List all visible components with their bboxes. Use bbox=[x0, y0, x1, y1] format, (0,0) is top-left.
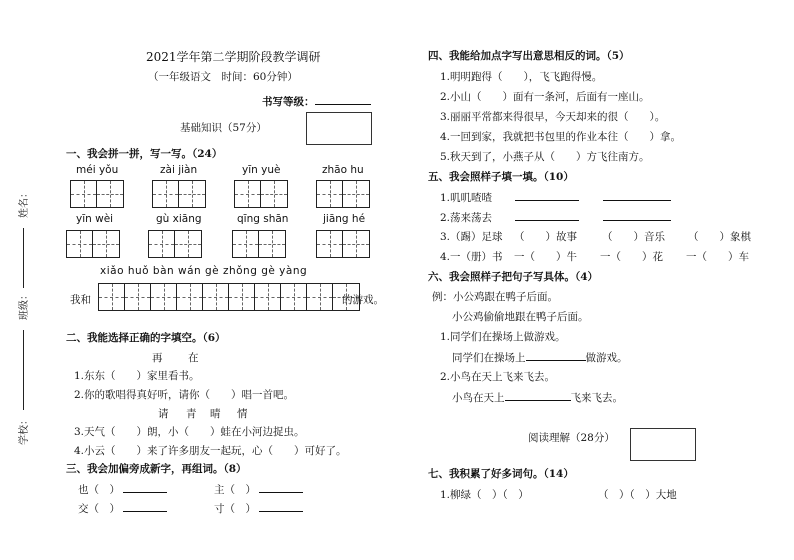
q3-blank[interactable] bbox=[259, 500, 303, 512]
pinyin-guxiang: gù xiāng bbox=[156, 213, 202, 225]
side-label-name: 姓名： bbox=[19, 188, 30, 218]
pinyin-qingshan: qīng shān bbox=[237, 213, 289, 225]
q2-title: 二、我能选择正确的字填空。（6） bbox=[66, 332, 226, 344]
side-label-school: 学校： bbox=[19, 415, 30, 445]
q5-row4-d: 一（ ）车 bbox=[686, 251, 749, 263]
q5-item-1: 1.叽叽喳喳 bbox=[440, 189, 671, 205]
q6-sentence-1b: 同学们在操场上 做游戏。 bbox=[452, 349, 628, 365]
exam-subtitle: （一年级语文 时间：60分钟） bbox=[148, 71, 298, 83]
q3-blank[interactable] bbox=[123, 481, 167, 493]
q6-sentence-1: 1.同学们在操场上做游戏。 bbox=[440, 331, 566, 343]
q2-sentence-1: 1.东东（ ）家里看书。 bbox=[74, 370, 200, 382]
q4-item-3: 3.丽丽平常都来得很早，今天却来的很（ ）。 bbox=[440, 111, 666, 123]
q6-example-b: 小公鸡偷偷地跟在鸭子后面。 bbox=[452, 311, 589, 323]
part2-title: 阅读理解（28分） bbox=[528, 432, 615, 444]
writing-grid[interactable] bbox=[152, 180, 206, 208]
q7-sentence-1b: （ ）（ ）大地 bbox=[598, 489, 677, 501]
pinyin-yinwei: yīn wèi bbox=[76, 213, 114, 225]
choice-qing3: 晴 bbox=[210, 408, 221, 420]
q4-item-4: 4.一回到家，我就把书包里的作业本往（ ）拿。 bbox=[440, 131, 682, 143]
q3-item-4: 寸（ ） bbox=[214, 500, 303, 516]
q5-row4-a: 4.一（册）书 bbox=[440, 251, 503, 263]
q4-item-1: 1.明明跑得（ ），飞飞跑得慢。 bbox=[440, 71, 603, 83]
side-line-name bbox=[23, 228, 24, 288]
pinyin-zaijian: zài jiàn bbox=[160, 164, 198, 176]
q4-title: 四、我能给加点字写出意思相反的词。（5） bbox=[428, 50, 630, 62]
writing-grid[interactable] bbox=[70, 180, 124, 208]
q5-row3-c: （ ）音乐 bbox=[602, 231, 665, 243]
q5-blank[interactable] bbox=[603, 209, 671, 221]
q3-item-1: 也（ ） bbox=[78, 481, 167, 497]
writing-grid[interactable] bbox=[234, 180, 288, 208]
q7-sentence-1: 1.柳绿（ ）（ ） bbox=[440, 489, 529, 501]
writing-grid[interactable] bbox=[316, 230, 370, 258]
q3-item-3: 交（ ） bbox=[78, 500, 167, 516]
q5-blank[interactable] bbox=[515, 189, 579, 201]
writing-grid[interactable] bbox=[66, 230, 120, 258]
pinyin-jianghe: jiāng hé bbox=[323, 213, 366, 225]
exam-title: 2021学年第二学期阶段教学调研 bbox=[146, 50, 321, 64]
grade-label: 书写等级： bbox=[262, 93, 371, 109]
pinyin-meiyou: méi yǒu bbox=[76, 164, 119, 176]
part1-title: 基础知识（57分） bbox=[180, 122, 267, 134]
q3-item-2: 主（ ） bbox=[214, 481, 303, 497]
writing-grid[interactable] bbox=[148, 230, 202, 258]
q5-blank[interactable] bbox=[603, 189, 671, 201]
pinyin-zhaohu: zhāo hu bbox=[322, 164, 364, 176]
choice-qing2: 青 bbox=[186, 408, 197, 420]
pinyin-row3: xiǎo huǒ bàn wán gè zhǒng gè yàng bbox=[100, 265, 308, 277]
q6-sentence-2: 2.小鸟在天上飞来飞去。 bbox=[440, 371, 556, 383]
q5-row4-c: 一（ ）花 bbox=[600, 251, 663, 263]
pinyin-yinyue: yīn yuè bbox=[242, 164, 281, 176]
choice-qing4: 情 bbox=[237, 408, 248, 420]
choice-qing1: 请 bbox=[158, 408, 169, 420]
q6-blank[interactable] bbox=[526, 349, 586, 361]
row3-before: 我和 bbox=[70, 294, 91, 306]
side-label-class: 班级： bbox=[19, 290, 30, 320]
q1-title: 一、我会拼一拼，写一写。（24） bbox=[66, 148, 223, 160]
q2-sentence-3: 3.天气（ ）朗，小（ ）蛙在小河边捉虫。 bbox=[74, 426, 305, 438]
q3-blank[interactable] bbox=[123, 500, 167, 512]
q5-blank[interactable] bbox=[515, 209, 579, 221]
writing-grid[interactable] bbox=[232, 230, 286, 258]
q6-sentence-2b: 小鸟在天上 飞来飞去。 bbox=[452, 389, 623, 405]
q3-title: 三、我会加偏旁成新字，再组词。（8） bbox=[66, 463, 247, 475]
q5-title: 五、我会照样子填一填。（10） bbox=[428, 171, 574, 183]
q5-item-2: 2.荡来荡去 bbox=[440, 209, 671, 225]
choice-zai1: 再 bbox=[152, 352, 163, 364]
q4-item-2: 2.小山（ ）面有一条河，后面有一座山。 bbox=[440, 91, 650, 103]
writing-grid[interactable] bbox=[316, 180, 370, 208]
q4-item-5: 5.秋天到了，小燕子从（ ）方飞往南方。 bbox=[440, 151, 650, 163]
q5-row3-b: （ ）故事 bbox=[514, 231, 577, 243]
choice-zai2: 在 bbox=[188, 352, 199, 364]
q5-row4-b: 一（ ）牛 bbox=[514, 251, 577, 263]
q7-title: 七、我积累了好多词句。（14） bbox=[428, 468, 574, 480]
score-box-part2[interactable] bbox=[630, 428, 696, 461]
q6-title: 六、我会照样子把句子写具体。（4） bbox=[428, 271, 599, 283]
q5-row3-a: 3.（踢）足球 bbox=[440, 231, 503, 243]
q3-blank[interactable] bbox=[259, 481, 303, 493]
grade-blank[interactable] bbox=[315, 93, 371, 105]
row3-after: 的游戏。 bbox=[342, 294, 384, 306]
q6-blank[interactable] bbox=[505, 389, 571, 401]
q5-row3-d: （ ）象棋 bbox=[688, 231, 751, 243]
q6-example-a: 例：小公鸡跟在鸭子后面。 bbox=[432, 291, 558, 303]
writing-grid-long[interactable] bbox=[98, 283, 360, 311]
q2-sentence-2: 2.你的歌唱得真好听，请你（ ）唱一首吧。 bbox=[74, 389, 295, 401]
q2-sentence-4: 4.小云（ ）来了许多朋友一起玩，心（ ）可好了。 bbox=[74, 445, 347, 457]
score-box-part1[interactable] bbox=[306, 112, 372, 145]
side-line-class bbox=[23, 330, 24, 410]
